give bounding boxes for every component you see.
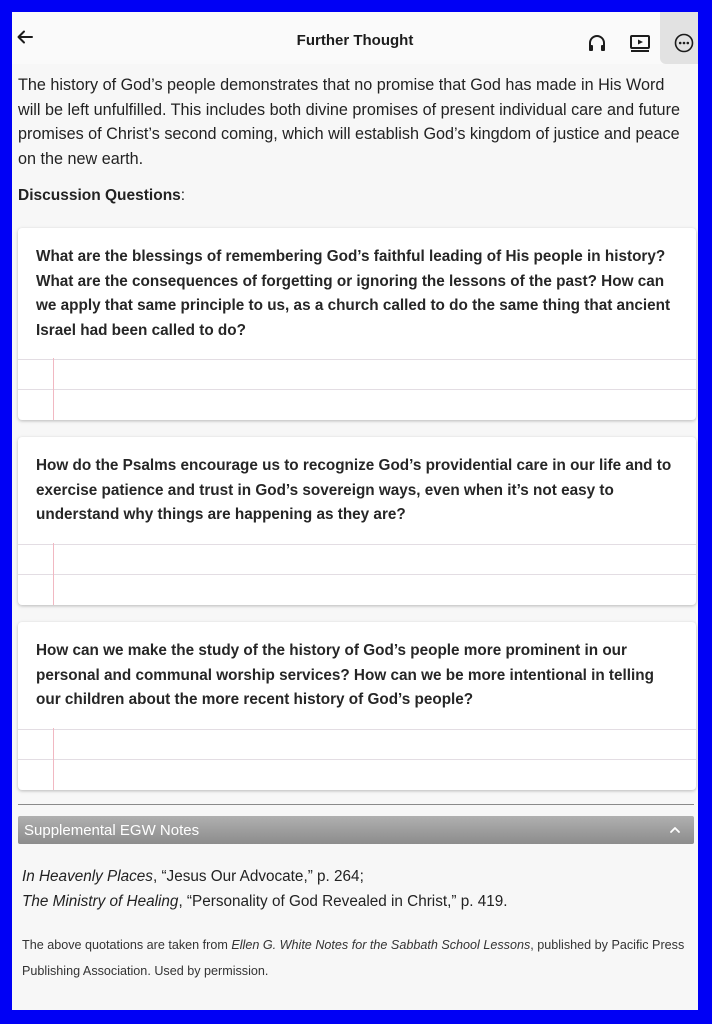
video-button[interactable] bbox=[629, 32, 651, 54]
egw-references bbox=[22, 865, 682, 914]
answer-margin-line bbox=[53, 358, 54, 420]
answer-margin-line bbox=[53, 543, 54, 605]
question-card-1 bbox=[18, 228, 696, 420]
question-text: How can we make the study of the history of God’s people more prominent in our personal and communal worship services? How can we be more intentional in telling our children about the more recent history of God’s people? bbox=[36, 642, 654, 708]
supplemental-notes-toggle[interactable] bbox=[18, 816, 694, 844]
page-title: Further Thought bbox=[296, 32, 414, 49]
more-options-icon bbox=[673, 32, 695, 54]
audio-button[interactable] bbox=[586, 32, 608, 54]
answer-line bbox=[18, 544, 696, 545]
answer-line bbox=[18, 359, 696, 360]
chevron-up-icon bbox=[668, 823, 682, 837]
answer-line bbox=[18, 389, 696, 390]
top-bar bbox=[12, 12, 698, 64]
answer-line bbox=[18, 729, 696, 730]
reference-book: The Ministry of Healing bbox=[22, 892, 179, 910]
permission-note bbox=[22, 932, 686, 984]
reference-item bbox=[22, 890, 682, 915]
note-book-title: Ellen G. White Notes for the Sabbath School Lessons bbox=[231, 938, 531, 952]
app-frame bbox=[12, 12, 698, 1010]
answer-area[interactable] bbox=[18, 543, 696, 605]
question-card-2 bbox=[18, 437, 696, 605]
play-video-icon bbox=[629, 32, 651, 54]
question-text: How do the Psalms encourage us to recognize God’s providential care in our life and to exercise patience and trust in God’s sovereign ways, even when it’s not easy to understand why things are happening as they are? bbox=[36, 457, 672, 523]
section-divider bbox=[18, 804, 694, 805]
note-prefix: The above quotations are taken from bbox=[22, 938, 232, 952]
reference-book: In Heavenly Places bbox=[22, 868, 153, 885]
supplemental-title: Supplemental EGW Notes bbox=[24, 822, 200, 839]
discussion-heading bbox=[12, 171, 698, 205]
answer-line bbox=[18, 574, 696, 575]
discussion-label: Discussion Questions bbox=[18, 187, 181, 204]
answer-margin-line bbox=[53, 728, 54, 790]
note-suffix: , published by Pacific Press Publishing Association. Used by permission. bbox=[22, 938, 685, 978]
intro-paragraph: The history of God’s people demonstrates that no promise that God has made in His Word will be left unfulfilled. This includes both divine promises of present individual care and future promises of Christ’s second coming, which will establish God’s kingdom of justice and peace on the new earth. bbox=[18, 76, 680, 168]
discussion-colon: : bbox=[180, 187, 186, 204]
more-options-button[interactable] bbox=[673, 32, 695, 54]
answer-line bbox=[18, 759, 696, 760]
question-card-3 bbox=[18, 622, 696, 790]
reference-item bbox=[22, 865, 682, 890]
reference-detail: , “Personality of God Revealed in Christ,” p. 419. bbox=[178, 892, 508, 910]
headphones-icon bbox=[586, 32, 608, 54]
lesson-content bbox=[12, 64, 698, 205]
reference-detail: , “Jesus Our Advocate,” p. 264; bbox=[152, 868, 364, 885]
answer-area[interactable] bbox=[18, 728, 696, 790]
answer-area[interactable] bbox=[18, 358, 696, 420]
question-text: What are the blessings of remembering God’s faithful leading of His people in history? What are the consequences of forgetting or ignoring the lessons of the past? How can we apply that same principle to us, as a church called to do the same thing that ancient Israel had been called to do? bbox=[36, 248, 671, 339]
